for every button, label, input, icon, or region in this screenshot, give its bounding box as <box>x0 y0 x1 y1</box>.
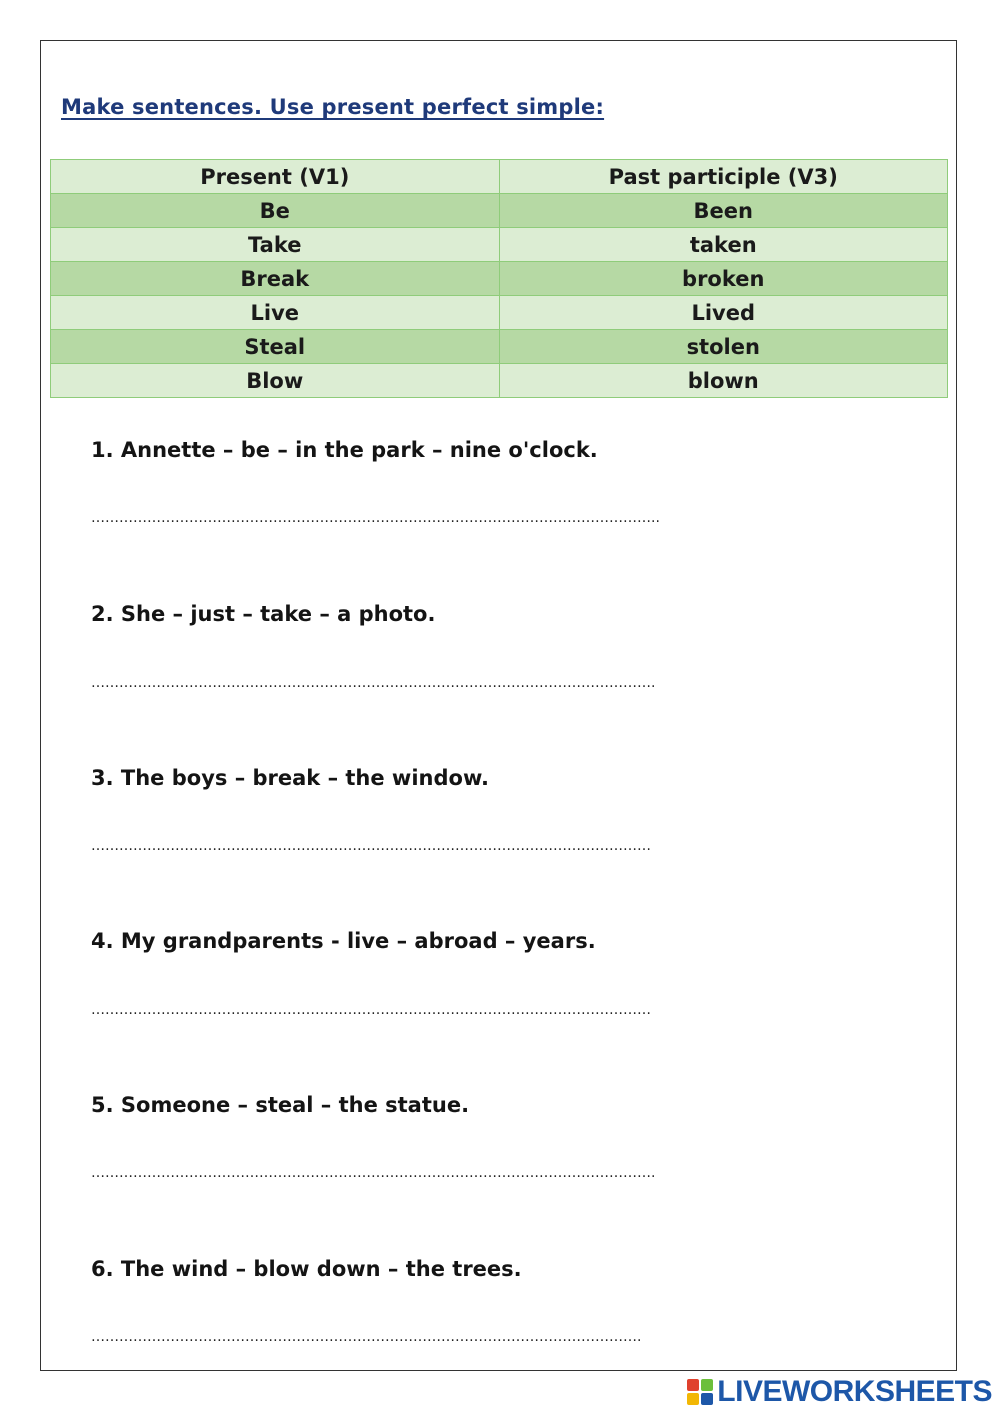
exercise-6-prompt: 6. The wind – blow down – the trees. <box>91 1257 522 1281</box>
exercise-3-answer-line[interactable]: ………………………………………………………………………………………………………… <box>91 838 651 854</box>
header-past-participle: Past participle (V3) <box>499 160 948 194</box>
exercise-1-prompt: 1. Annette – be – in the park – nine o'clock. <box>91 438 598 462</box>
exercise-5-answer-line[interactable]: …………………………………………………………………………………………………………. <box>91 1165 656 1181</box>
present-cell: Live <box>51 296 500 330</box>
present-cell: Be <box>51 194 500 228</box>
brand-name: LIVEWORKSHEETS <box>717 1375 992 1408</box>
verb-table <box>50 159 948 398</box>
present-cell: Break <box>51 262 500 296</box>
participle-cell: stolen <box>499 330 948 364</box>
table-row <box>51 364 948 398</box>
exercise-2-answer-line[interactable]: …………………………………………………………………………………………………………. <box>91 675 656 691</box>
header-present: Present (V1) <box>51 160 500 194</box>
liveworksheets-logo-icon <box>687 1379 713 1405</box>
exercise-2-prompt: 2. She – just – take – a photo. <box>91 602 436 626</box>
table-row <box>51 194 948 228</box>
instruction-heading: Make sentences. Use present perfect simple: <box>61 95 605 119</box>
liveworksheets-brand[interactable] <box>687 1374 992 1410</box>
table-row <box>51 296 948 330</box>
verb-table-header-row <box>51 160 948 194</box>
table-row <box>51 262 948 296</box>
participle-cell: Been <box>499 194 948 228</box>
exercise-1-answer-line[interactable]: ………………………………………………………………………………………………………….. <box>91 510 660 526</box>
exercise-5-prompt: 5. Someone – steal – the statue. <box>91 1093 470 1117</box>
table-row <box>51 228 948 262</box>
participle-cell: blown <box>499 364 948 398</box>
exercise-4-answer-line[interactable]: ………………………………………………………………………………………………………… <box>91 1002 651 1018</box>
participle-cell: Lived <box>499 296 948 330</box>
present-cell: Steal <box>51 330 500 364</box>
present-cell: Blow <box>51 364 500 398</box>
exercise-6-answer-line[interactable]: ………………………………………………………………………………………………………. <box>91 1329 642 1345</box>
participle-cell: broken <box>499 262 948 296</box>
present-cell: Take <box>51 228 500 262</box>
exercise-3-prompt: 3. The boys – break – the window. <box>91 766 489 790</box>
participle-cell: taken <box>499 228 948 262</box>
table-row <box>51 330 948 364</box>
exercise-4-prompt: 4. My grandparents - live – abroad – years. <box>91 929 596 953</box>
